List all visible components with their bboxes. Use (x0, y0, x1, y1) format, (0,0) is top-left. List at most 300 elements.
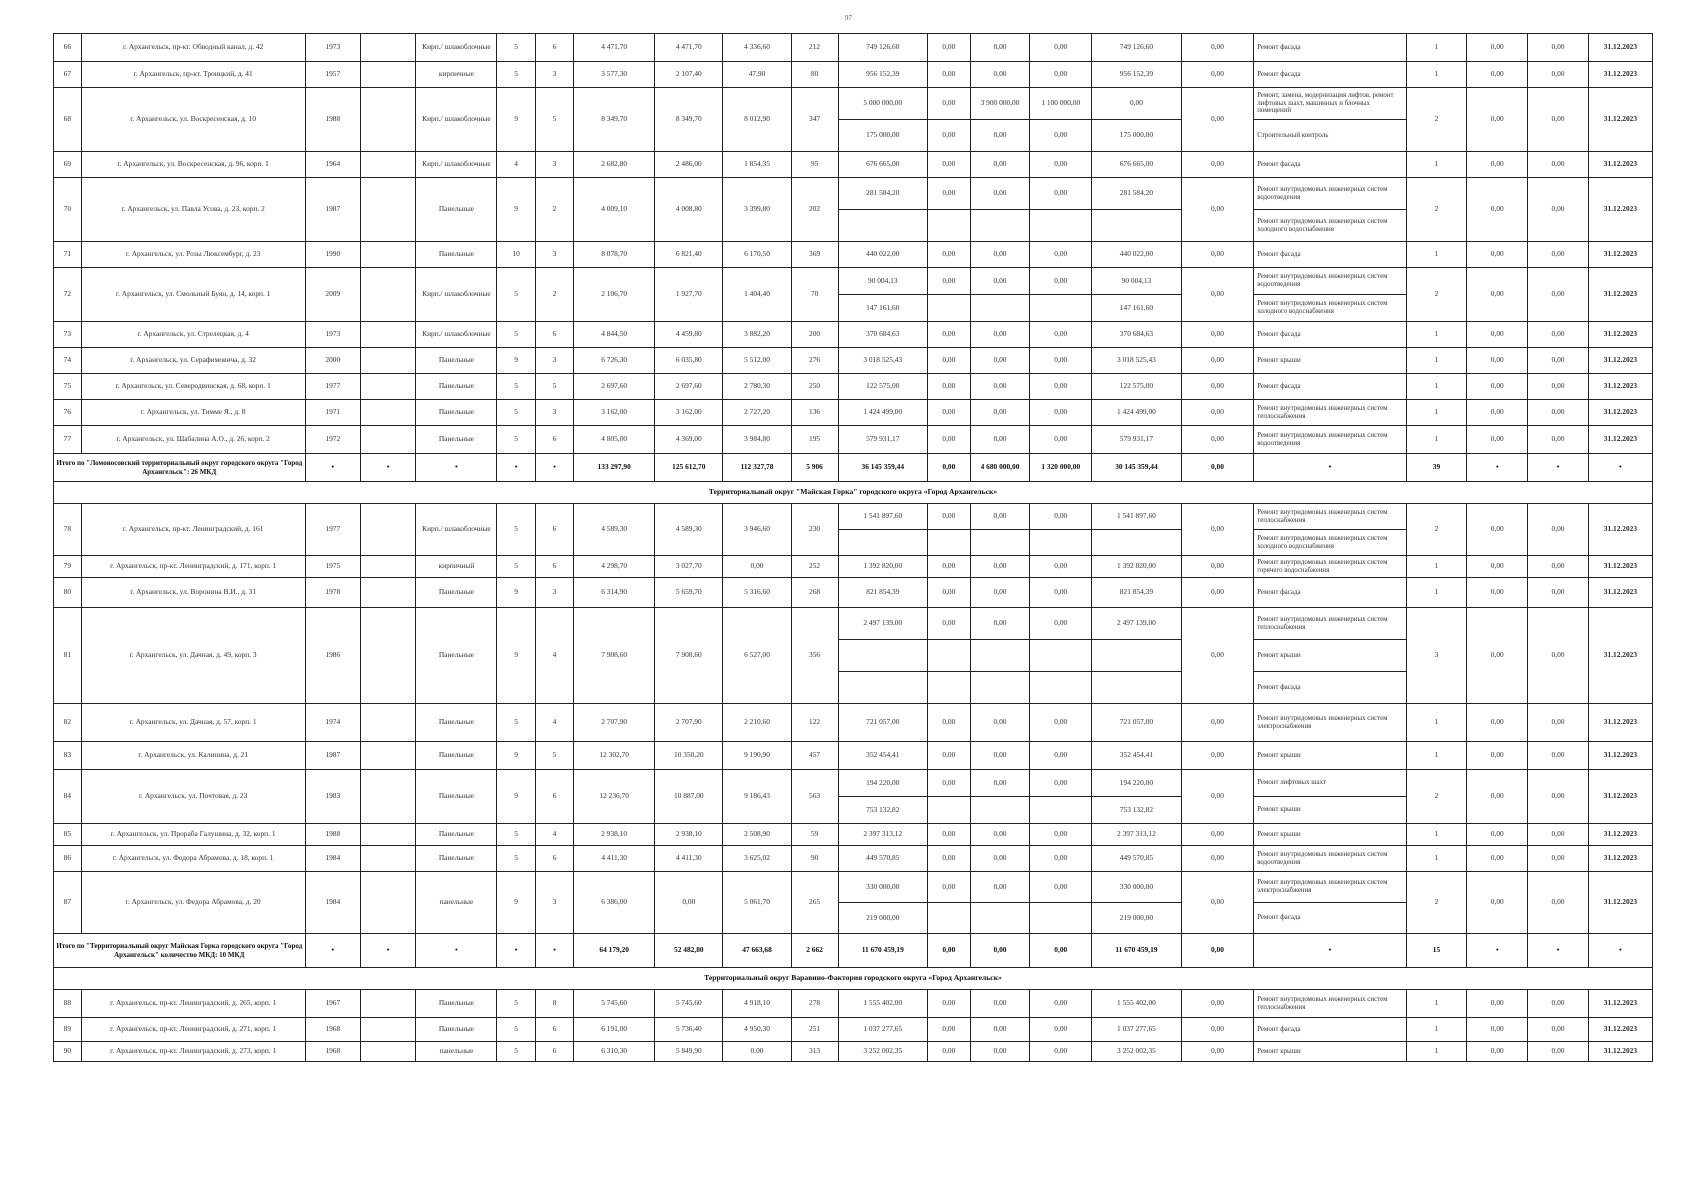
residents-count: 59 (791, 824, 838, 846)
blank-cell (360, 400, 415, 426)
cost-regional: 0,00 (970, 62, 1030, 88)
empty-marker-cell: • (1467, 934, 1528, 968)
build-year: 1983 (305, 770, 360, 824)
floors-count: 5 (497, 62, 535, 88)
entrances-count: 4 (535, 704, 573, 742)
cost-total: 194 220,00 (838, 770, 928, 797)
build-year: 1987 (305, 742, 360, 770)
table-row (54, 990, 1653, 1018)
area-private: 0,00 (723, 1042, 791, 1062)
subsidy-cell: 0,00 (1181, 152, 1253, 178)
cost-fund (928, 672, 971, 704)
work-count: 2 (1406, 770, 1467, 824)
cost-unit-1: 0,00 (1467, 1018, 1528, 1042)
area-private: 5 316,60 (723, 578, 791, 608)
blank-cell (360, 504, 415, 556)
work-type: Ремонт фасада (1254, 1018, 1406, 1042)
residents-count: 369 (791, 242, 838, 268)
blank-cell (360, 846, 415, 872)
cost-regional: 0,00 (970, 742, 1030, 770)
cost-total: 330 000,00 (838, 872, 928, 903)
blank-cell (360, 578, 415, 608)
table-row (54, 152, 1653, 178)
cost-fund: 0,00 (928, 990, 971, 1018)
cost-municipal: 0,00 (1030, 608, 1092, 640)
address-cell: г. Архангельск, пр-кт. Ленинградский, д. 171, корп. 1 (81, 556, 305, 578)
total-residents: 2 662 (791, 934, 838, 968)
cost-regional: 0,00 (970, 374, 1030, 400)
floors-count: 9 (497, 348, 535, 374)
cost-unit-2: 0,00 (1528, 742, 1589, 770)
entrances-count: 6 (535, 846, 573, 872)
cost-municipal: 0,00 (1030, 374, 1092, 400)
row-number: 87 (54, 872, 82, 934)
completion-date: 31.12.2023 (1588, 824, 1652, 846)
cost-owners: 3 018 525,43 (1092, 348, 1182, 374)
cost-owners: 122 575,00 (1092, 374, 1182, 400)
row-number: 83 (54, 742, 82, 770)
total-work-count: 15 (1406, 934, 1467, 968)
row-number: 82 (54, 704, 82, 742)
section-header-row (54, 482, 1653, 504)
cost-owners: 956 152,39 (1092, 62, 1182, 88)
cost-unit-2: 0,00 (1528, 704, 1589, 742)
work-count: 1 (1406, 62, 1467, 88)
cost-regional: 0,00 (970, 426, 1030, 454)
entrances-count: 3 (535, 400, 573, 426)
cost-unit-2: 0,00 (1528, 34, 1589, 62)
cost-unit-2: 0,00 (1528, 1042, 1589, 1062)
wall-material: Панельные (416, 1018, 497, 1042)
table-row (54, 872, 1653, 903)
entrances-count: 6 (535, 426, 573, 454)
area-private: 47,90 (723, 62, 791, 88)
work-type: Ремонт внутридомовых инженерных систем теплоснабжения (1254, 400, 1406, 426)
empty-marker-cell: • (1528, 454, 1589, 482)
cost-owners: 449 570,85 (1092, 846, 1182, 872)
cost-total: 1 424 499,00 (838, 400, 928, 426)
area-total: 6 191,00 (574, 1018, 655, 1042)
cost-unit-2: 0,00 (1528, 578, 1589, 608)
build-year: 1973 (305, 322, 360, 348)
table-row (54, 322, 1653, 348)
work-type: Ремонт фасада (1254, 322, 1406, 348)
work-type: Ремонт внутридомовых инженерных систем электроснабжения (1254, 872, 1406, 903)
floors-count: 5 (497, 556, 535, 578)
cost-unit-1: 0,00 (1467, 374, 1528, 400)
wall-material: кирпичный (416, 556, 497, 578)
work-count: 2 (1406, 178, 1467, 242)
cost-total: 1 541 897,60 (838, 504, 928, 530)
address-cell: г. Архангельск, ул. Серафимовича, д. 32 (81, 348, 305, 374)
floors-count: 9 (497, 742, 535, 770)
entrances-count: 6 (535, 1042, 573, 1062)
build-year: 1968 (305, 1042, 360, 1062)
build-year: 1967 (305, 990, 360, 1018)
cost-fund (928, 903, 971, 934)
work-type: Ремонт фасада (1254, 242, 1406, 268)
cost-unit-1: 0,00 (1467, 1042, 1528, 1062)
area-living: 3 162,00 (655, 400, 723, 426)
floors-count: 9 (497, 178, 535, 242)
wall-material: Панельные (416, 608, 497, 704)
table-body (54, 34, 1653, 1062)
work-type: Ремонт внутридомовых инженерных систем холодного водоснабжения (1254, 210, 1406, 242)
total-row (54, 934, 1653, 968)
cost-owners: 352 454,41 (1092, 742, 1182, 770)
area-private: 3 946,60 (723, 504, 791, 556)
cost-owners (1092, 210, 1182, 242)
blank-cell (360, 62, 415, 88)
cost-total: 281 584,20 (838, 178, 928, 210)
work-count: 1 (1406, 990, 1467, 1018)
cost-unit-2: 0,00 (1528, 178, 1589, 242)
residents-count: 276 (791, 348, 838, 374)
area-living: 0,00 (655, 872, 723, 934)
cost-municipal: 0,00 (1030, 556, 1092, 578)
area-living: 5 849,90 (655, 1042, 723, 1062)
row-number: 84 (54, 770, 82, 824)
cost-municipal (1030, 295, 1092, 322)
area-total: 3 577,30 (574, 62, 655, 88)
cost-owners: 370 684,63 (1092, 322, 1182, 348)
blank-cell (360, 704, 415, 742)
table-row (54, 34, 1653, 62)
cost-unit-2: 0,00 (1528, 348, 1589, 374)
build-year: 1972 (305, 426, 360, 454)
area-private: 4 918,10 (723, 990, 791, 1018)
wall-material: Панельные (416, 242, 497, 268)
cost-unit-1: 0,00 (1467, 846, 1528, 872)
build-year: 1968 (305, 1018, 360, 1042)
cost-owners: 440 022,00 (1092, 242, 1182, 268)
work-type: Ремонт фасада (1254, 578, 1406, 608)
cost-fund: 0,00 (928, 742, 971, 770)
blank-cell (360, 268, 415, 322)
wall-material: Панельные (416, 348, 497, 374)
area-living: 4 589,30 (655, 504, 723, 556)
table-row (54, 1018, 1653, 1042)
row-number: 76 (54, 400, 82, 426)
work-type: Ремонт внутридомовых инженерных систем холодного водоснабжения (1254, 295, 1406, 322)
cost-fund: 0,00 (928, 824, 971, 846)
table-row (54, 704, 1653, 742)
subsidy-cell: 0,00 (1181, 242, 1253, 268)
entrances-count: 2 (535, 178, 573, 242)
entrances-count: 3 (535, 152, 573, 178)
cost-total: 440 022,00 (838, 242, 928, 268)
build-year: 1975 (305, 556, 360, 578)
row-number: 68 (54, 88, 82, 152)
subsidy-cell: 0,00 (1181, 504, 1253, 556)
table-row (54, 62, 1653, 88)
table-row (54, 348, 1653, 374)
completion-date: 31.12.2023 (1588, 872, 1652, 934)
cost-municipal: 0,00 (1030, 242, 1092, 268)
total-work-count: 39 (1406, 454, 1467, 482)
area-living: 2 938,10 (655, 824, 723, 846)
table-row (54, 426, 1653, 454)
work-type: Ремонт фасада (1254, 152, 1406, 178)
cost-owners: 721 057,00 (1092, 704, 1182, 742)
empty-marker-cell: • (1588, 934, 1652, 968)
table-row (54, 608, 1653, 640)
blank-cell (360, 872, 415, 934)
cost-total: 175 000,00 (838, 120, 928, 152)
cost-fund (928, 640, 971, 672)
cost-regional: 0,00 (970, 268, 1030, 295)
cost-fund: 0,00 (928, 88, 971, 120)
floors-count: 5 (497, 1018, 535, 1042)
cost-fund (928, 797, 971, 824)
cost-unit-2: 0,00 (1528, 374, 1589, 400)
work-type: Ремонт фасада (1254, 374, 1406, 400)
area-total: 4 844,50 (574, 322, 655, 348)
cost-regional: 0,00 (970, 608, 1030, 640)
cost-owners: 749 126,60 (1092, 34, 1182, 62)
subsidy-cell: 0,00 (1181, 426, 1253, 454)
cost-owners: 219 000,00 (1092, 903, 1182, 934)
blank-cell (360, 990, 415, 1018)
total-regional: 0,00 (970, 934, 1030, 968)
cost-municipal: 0,00 (1030, 426, 1092, 454)
cost-owners (1092, 640, 1182, 672)
work-count: 1 (1406, 426, 1467, 454)
build-year: 1988 (305, 824, 360, 846)
subsidy-cell: 0,00 (1181, 62, 1253, 88)
cost-total: 1 037 277,65 (838, 1018, 928, 1042)
cost-owners: 281 584,20 (1092, 178, 1182, 210)
work-type: Ремонт внутридомовых инженерных систем холодного водоснабжения (1254, 530, 1406, 556)
area-total: 4 471,70 (574, 34, 655, 62)
build-year: 1973 (305, 34, 360, 62)
build-year: 1986 (305, 608, 360, 704)
cost-owners (1092, 672, 1182, 704)
subsidy-cell: 0,00 (1181, 348, 1253, 374)
area-living: 7 908,60 (655, 608, 723, 704)
table-row (54, 770, 1653, 797)
cost-unit-1: 0,00 (1467, 578, 1528, 608)
work-count: 1 (1406, 704, 1467, 742)
area-private: 5 512,00 (723, 348, 791, 374)
residents-count: 278 (791, 990, 838, 1018)
cost-fund: 0,00 (928, 322, 971, 348)
work-type: Ремонт крыши (1254, 348, 1406, 374)
cost-regional: 0,00 (970, 872, 1030, 903)
area-living: 10 887,00 (655, 770, 723, 824)
build-year: 1977 (305, 374, 360, 400)
cost-fund: 0,00 (928, 556, 971, 578)
area-total: 4 589,30 (574, 504, 655, 556)
row-number: 78 (54, 504, 82, 556)
area-total: 2 682,80 (574, 152, 655, 178)
area-living: 2 107,40 (655, 62, 723, 88)
work-type: Ремонт внутридомовых инженерных систем горячего водоснабжения (1254, 556, 1406, 578)
build-year: 1988 (305, 88, 360, 152)
total-label: Итого по "Территориальный округ Майская Горка городского округа "Город Архангельск" количество МКД: 10 МКД (54, 934, 306, 968)
cost-municipal: 0,00 (1030, 504, 1092, 530)
completion-date: 31.12.2023 (1588, 268, 1652, 322)
build-year: 1990 (305, 242, 360, 268)
cost-total: 1 392 820,00 (838, 556, 928, 578)
cost-unit-1: 0,00 (1467, 608, 1528, 704)
section-title: Территориальный округ "Майская Горка" городского округа «Город Архангельск» (54, 482, 1653, 504)
completion-date: 31.12.2023 (1588, 1042, 1652, 1062)
cost-total: 90 004,13 (838, 268, 928, 295)
address-cell: г. Архангельск, ул. Шабалина А.О., д. 26, корп. 2 (81, 426, 305, 454)
work-type: Ремонт крыши (1254, 640, 1406, 672)
cost-regional: 0,00 (970, 824, 1030, 846)
cost-owners: 1 037 277,65 (1092, 1018, 1182, 1042)
address-cell: г. Архангельск, пр-кт. Ленинградский, д. 271, корп. 1 (81, 1018, 305, 1042)
cost-owners: 3 252 002,35 (1092, 1042, 1182, 1062)
blank-cell (360, 348, 415, 374)
cost-total: 219 000,00 (838, 903, 928, 934)
cost-owners: 1 555 402,00 (1092, 990, 1182, 1018)
total-fund: 0,00 (928, 934, 971, 968)
area-private: 3 625,02 (723, 846, 791, 872)
cost-owners: 1 541 897,60 (1092, 504, 1182, 530)
cost-unit-2: 0,00 (1528, 872, 1589, 934)
cost-unit-2: 0,00 (1528, 990, 1589, 1018)
work-count: 1 (1406, 242, 1467, 268)
cost-owners: 753 132,82 (1092, 797, 1182, 824)
work-count: 1 (1406, 1042, 1467, 1062)
cost-fund: 0,00 (928, 242, 971, 268)
total-owners: 11 670 459,19 (1092, 934, 1182, 968)
entrances-count: 6 (535, 770, 573, 824)
cost-owners: 1 424 499,00 (1092, 400, 1182, 426)
subsidy-cell: 0,00 (1181, 846, 1253, 872)
row-number: 71 (54, 242, 82, 268)
address-cell: г. Архангельск, пр-кт. Ленинградский, д. 265, корп. 1 (81, 990, 305, 1018)
cost-total: 147 161,60 (838, 295, 928, 322)
area-total: 2 697,60 (574, 374, 655, 400)
area-total: 4 411,30 (574, 846, 655, 872)
cost-municipal: 0,00 (1030, 742, 1092, 770)
work-count: 1 (1406, 374, 1467, 400)
address-cell: г. Архангельск, ул. Смольный Буян, д. 14, корп. 1 (81, 268, 305, 322)
cost-unit-2: 0,00 (1528, 62, 1589, 88)
row-number: 80 (54, 578, 82, 608)
cost-unit-1: 0,00 (1467, 348, 1528, 374)
blank-cell (360, 34, 415, 62)
cost-unit-1: 0,00 (1467, 990, 1528, 1018)
cost-regional: 0,00 (970, 846, 1030, 872)
cost-fund: 0,00 (928, 1018, 971, 1042)
work-type: Ремонт внутридомовых инженерных систем водоотведения (1254, 268, 1406, 295)
cost-municipal: 0,00 (1030, 1042, 1092, 1062)
row-number: 79 (54, 556, 82, 578)
cost-unit-1: 0,00 (1467, 152, 1528, 178)
cost-fund (928, 295, 971, 322)
work-count: 1 (1406, 400, 1467, 426)
cost-unit-2: 0,00 (1528, 824, 1589, 846)
cost-regional: 0,00 (970, 120, 1030, 152)
residents-count: 95 (791, 152, 838, 178)
cost-fund: 0,00 (928, 178, 971, 210)
cost-regional: 0,00 (970, 178, 1030, 210)
area-private: 9 190,90 (723, 742, 791, 770)
cost-regional: 0,00 (970, 242, 1030, 268)
blank-cell (360, 824, 415, 846)
cost-municipal (1030, 210, 1092, 242)
build-year: 1964 (305, 152, 360, 178)
page-number: 97 (845, 14, 852, 22)
completion-date: 31.12.2023 (1588, 990, 1652, 1018)
cost-fund: 0,00 (928, 152, 971, 178)
work-type: Ремонт фасада (1254, 62, 1406, 88)
row-number: 85 (54, 824, 82, 846)
area-private: 4 336,60 (723, 34, 791, 62)
floors-count: 10 (497, 242, 535, 268)
area-private: 3 882,20 (723, 322, 791, 348)
cost-total: 3 018 525,43 (838, 348, 928, 374)
build-year: 1984 (305, 872, 360, 934)
cost-total: 821 854,39 (838, 578, 928, 608)
subsidy-cell: 0,00 (1181, 268, 1253, 322)
cost-fund: 0,00 (928, 120, 971, 152)
residents-count: 313 (791, 1042, 838, 1062)
cost-total (838, 530, 928, 556)
cost-regional: 0,00 (970, 1042, 1030, 1062)
cost-regional: 0,00 (970, 770, 1030, 797)
cost-unit-1: 0,00 (1467, 556, 1528, 578)
work-count: 1 (1406, 348, 1467, 374)
empty-marker-cell: • (305, 454, 360, 482)
row-number: 81 (54, 608, 82, 704)
completion-date: 31.12.2023 (1588, 400, 1652, 426)
cost-municipal: 0,00 (1030, 120, 1092, 152)
work-type: Ремонт фасада (1254, 672, 1406, 704)
cost-total: 449 570,85 (838, 846, 928, 872)
cost-fund: 0,00 (928, 268, 971, 295)
empty-marker-cell: • (1467, 454, 1528, 482)
area-total: 6 726,30 (574, 348, 655, 374)
subsidy-cell: 0,00 (1181, 374, 1253, 400)
area-living: 4 471,70 (655, 34, 723, 62)
area-total: 6 386,00 (574, 872, 655, 934)
residents-count: 212 (791, 34, 838, 62)
completion-date: 31.12.2023 (1588, 770, 1652, 824)
cost-total: 956 152,39 (838, 62, 928, 88)
total-work-marker: • (1254, 934, 1406, 968)
wall-material: Панельные (416, 400, 497, 426)
cost-fund: 0,00 (928, 770, 971, 797)
row-number: 67 (54, 62, 82, 88)
table-row (54, 268, 1653, 295)
area-total: 5 745,60 (574, 990, 655, 1018)
cost-unit-1: 0,00 (1467, 62, 1528, 88)
residents-count: 195 (791, 426, 838, 454)
cost-regional (970, 672, 1030, 704)
cost-owners: 0,00 (1092, 88, 1182, 120)
area-total: 4 009,10 (574, 178, 655, 242)
build-year: 2000 (305, 348, 360, 374)
area-living: 6 821,40 (655, 242, 723, 268)
table-row (54, 1042, 1653, 1062)
work-type: Строительный контроль (1254, 120, 1406, 152)
total-municipal: 0,00 (1030, 934, 1092, 968)
cost-unit-2: 0,00 (1528, 846, 1589, 872)
row-number: 66 (54, 34, 82, 62)
blank-cell (360, 178, 415, 242)
area-total: 8 078,70 (574, 242, 655, 268)
cost-unit-1: 0,00 (1467, 704, 1528, 742)
area-living: 2 486,00 (655, 152, 723, 178)
area-private: 6 170,50 (723, 242, 791, 268)
completion-date: 31.12.2023 (1588, 374, 1652, 400)
